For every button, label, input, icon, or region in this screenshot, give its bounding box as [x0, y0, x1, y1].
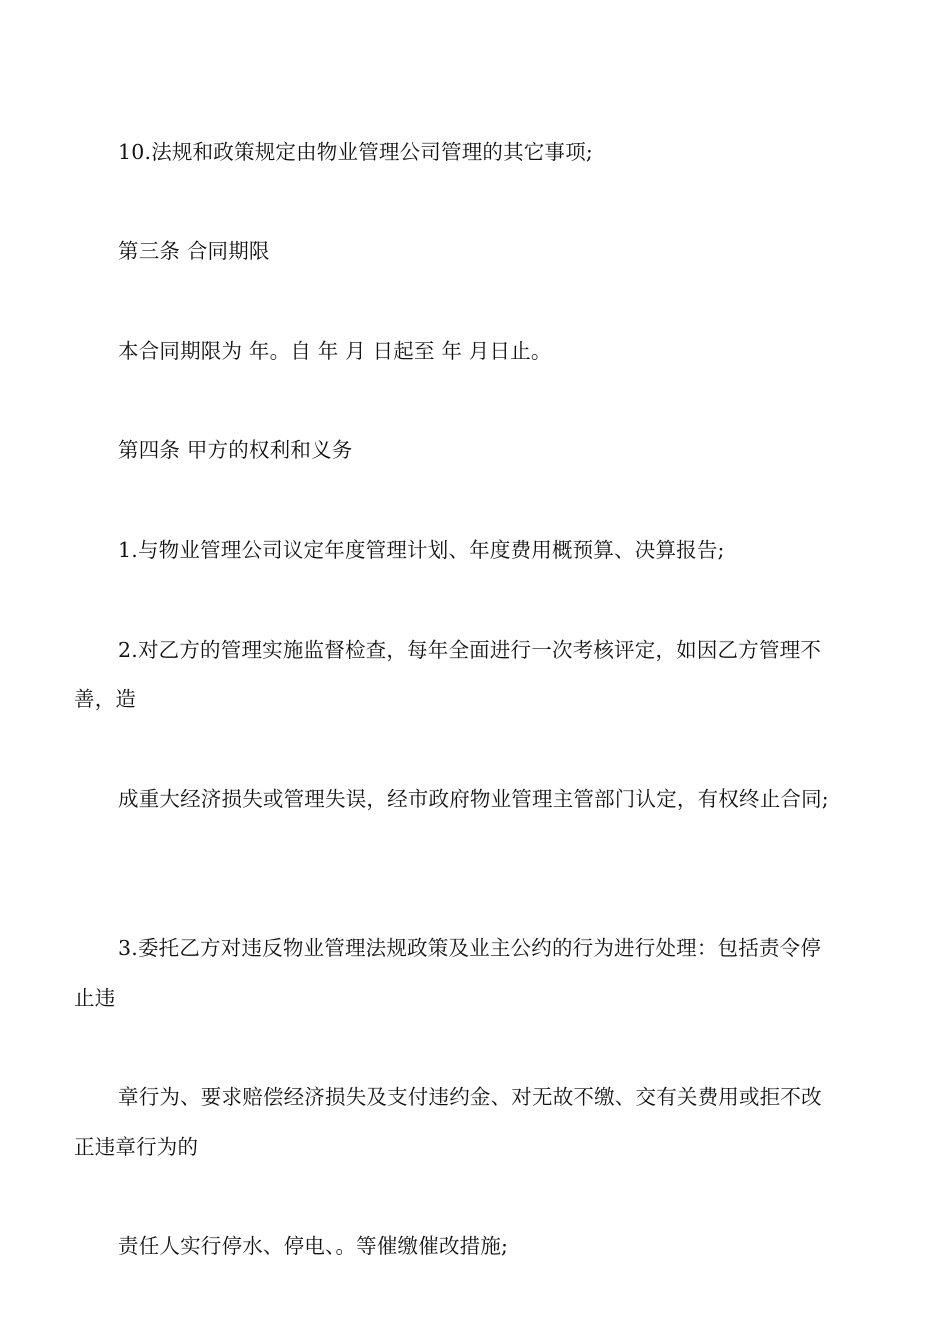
clause-item-3-line-3: 章行为、要求赔偿经济损失及支付违约金、对无故不缴、交有关费用或拒不改 — [118, 1085, 822, 1109]
contract-term-text: 本合同期限为 年。自 年 月 日起至 年 月日止。 — [118, 339, 552, 363]
clause-item-1: 1.与物业管理公司议定年度管理计划、年度费用概预算、决算报告; — [118, 538, 725, 562]
clause-item-3-line-2: 止违 — [74, 986, 116, 1010]
clause-item-10: 10.法规和政策规定由物业管理公司管理的其它事项; — [118, 140, 594, 164]
clause-item-2-line-2: 善，造 — [74, 687, 137, 711]
clause-item-3-line-5: 责任人实行停水、停电、。等催缴催改措施; — [118, 1234, 509, 1258]
clause-item-2-line-3: 成重大经济损失或管理失误，经市政府物业管理主管部门认定，有权终止合同; — [118, 787, 829, 811]
clause-item-3-line-1: 3.委托乙方对违反物业管理法规政策及业主公约的行为进行处理：包括责令停 — [118, 936, 822, 960]
article-3-heading: 第三条 合同期限 — [118, 239, 270, 263]
clause-item-3-line-4: 正违章行为的 — [74, 1135, 199, 1159]
article-4-heading: 第四条 甲方的权利和义务 — [118, 438, 353, 462]
clause-item-2-line-1: 2.对乙方的管理实施监督检查，每年全面进行一次考核评定，如因乙方管理不 — [118, 638, 822, 662]
